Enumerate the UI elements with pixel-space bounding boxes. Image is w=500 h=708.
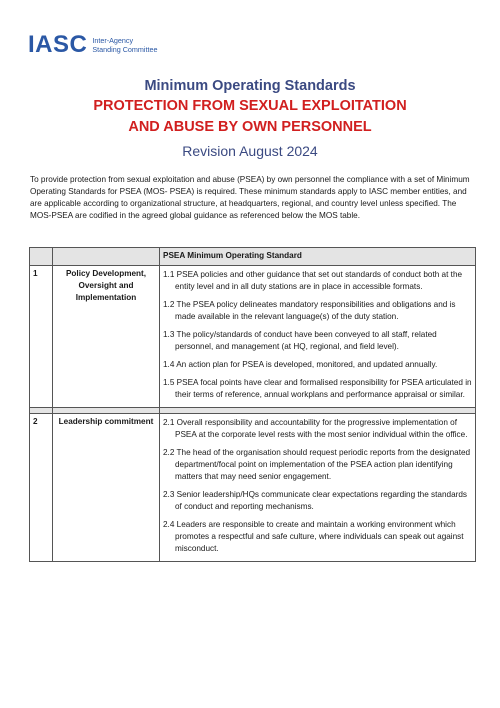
iasc-logo: [28, 33, 157, 57]
logo-mark: IASC: [28, 31, 88, 58]
header-area-cell: [53, 248, 160, 266]
row-standards: [160, 414, 476, 562]
standard-item: 1.4 An action plan for PSEA is developed, monitored, and updated annually.: [163, 360, 438, 369]
standard-item: 2.2 The head of the organisation should request periodic reports from the designated department/focal point on implementation of the PSEA action plan identifying matters that may need senior engagement.: [163, 448, 471, 481]
standard-item: 1.1 PSEA policies and other guidance that set out standards of conduct both at the entity level and in all duty stations are in place in accessible formats.: [163, 270, 463, 291]
mos-table: [29, 247, 476, 562]
standard-item: 2.1 Overall responsibility and accountability for the progressive implementation of PSEA at the corporate level rests with the most senior individual within the office.: [163, 418, 468, 439]
revision-date: Revision August 2024: [182, 143, 318, 159]
title-line-2: PROTECTION FROM SEXUAL EXPLOITATION: [93, 98, 407, 114]
table-row: [30, 266, 476, 408]
row-area: Leadership commitment: [53, 414, 160, 562]
table-row: [30, 414, 476, 562]
intro-paragraph: To provide protection from sexual exploitation and abuse (PSEA) by own personnel the compliance with a set of Minimum Operating Standards for PSEA (MOS- PSEA) is required. These minimum standards apply to IASC member entities, and are applicable according to organizational structure, at headquarters, regional, and country level unless specified. The MOS-PSEA are codified in the agreed global guidance as referenced below the MOS table.: [30, 175, 470, 220]
logo-subtitle-line1: Inter-Agency: [92, 36, 134, 45]
logo-subtitle: [92, 36, 157, 54]
row-number: 2: [30, 414, 53, 562]
title-line-3: AND ABUSE BY OWN PERSONNEL: [128, 119, 372, 135]
logo-subtitle-line2: Standing Committee: [92, 45, 158, 54]
row-area: Policy Development, Oversight and Implementation: [53, 266, 160, 408]
standard-item: 1.2 The PSEA policy delineates mandatory responsibilities and obligations and is made available in the relevant language(s) of the duty station.: [163, 300, 456, 321]
standard-item: 1.3 The policy/standards of conduct have been conveyed to all staff, related personnel, and management (at HQ, regional, and field level).: [163, 330, 437, 351]
standard-item: 1.5 PSEA focal points have clear and formalised responsibility for PSEA articulated in their terms of reference, annual workplans and performance appraisal or similar.: [163, 378, 472, 399]
row-standards: [160, 266, 476, 408]
title-block: [0, 76, 500, 161]
title-line-1: Minimum Operating Standards: [144, 78, 356, 94]
row-number: 1: [30, 266, 53, 408]
header-standard-cell: PSEA Minimum Operating Standard: [160, 248, 476, 266]
standard-item: 2.3 Senior leadership/HQs communicate clear expectations regarding the standards of conduct and reporting mechanisms.: [163, 490, 468, 511]
standard-item: 2.4 Leaders are responsible to create and maintain a working environment which promotes a respectful and safe culture, where individuals can speak out against misconduct.: [163, 520, 464, 553]
header-num-cell: [30, 248, 53, 266]
table-header-row: [30, 248, 476, 266]
